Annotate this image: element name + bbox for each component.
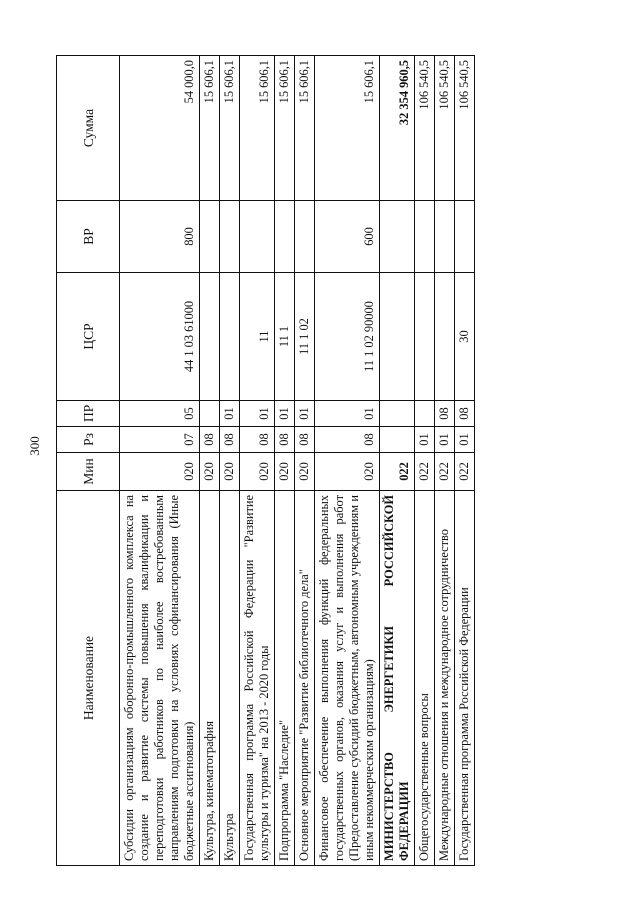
row-vr-cell: [435, 201, 455, 273]
row-csr-cell: [200, 273, 220, 401]
row-sum-cell: 15 606,1: [315, 56, 380, 201]
table-body: [120, 56, 475, 866]
budget-table-rotated: [56, 56, 582, 866]
row-name-cell: Государственная программа Российской Федерации: [455, 491, 475, 866]
row-vr-cell: [220, 201, 240, 273]
table-row: [200, 56, 220, 866]
row-csr-cell: 11: [240, 273, 275, 401]
row-vr-cell: [200, 201, 220, 273]
table-row: [315, 56, 380, 866]
row-pr-cell: [415, 401, 435, 427]
row-pr-cell: 08: [435, 401, 455, 427]
header-pr: ПР: [57, 401, 120, 427]
table-row: [455, 56, 475, 866]
row-sum-cell: 15 606,1: [220, 56, 240, 201]
row-min-cell: 022: [380, 453, 415, 491]
row-name-cell: Культура: [220, 491, 240, 866]
row-pr-cell: [200, 401, 220, 427]
row-vr-cell: 600: [315, 201, 380, 273]
row-rz-cell: 08: [220, 427, 240, 453]
row-min-cell: 022: [415, 453, 435, 491]
header-name: Наименование: [57, 491, 120, 866]
row-pr-cell: 01: [295, 401, 315, 427]
row-csr-cell: 44 1 03 61000: [120, 273, 200, 401]
row-pr-cell: [380, 401, 415, 427]
row-sum-cell: 15 606,1: [275, 56, 295, 201]
row-csr-cell: [415, 273, 435, 401]
table-header: [57, 56, 120, 866]
header-rz: Рз: [57, 427, 120, 453]
row-pr-cell: 08: [455, 401, 475, 427]
header-sum: Сумма: [57, 56, 120, 201]
row-rz-cell: 01: [415, 427, 435, 453]
row-csr-cell: 11 1 02: [295, 273, 315, 401]
row-rz-cell: 01: [435, 427, 455, 453]
row-min-cell: 022: [435, 453, 455, 491]
row-name-cell: Международные отношения и международное сотрудничество: [435, 491, 455, 866]
row-pr-cell: 01: [275, 401, 295, 427]
row-vr-cell: 800: [120, 201, 200, 273]
row-rz-cell: 08: [295, 427, 315, 453]
row-min-cell: 020: [120, 453, 200, 491]
row-csr-cell: 11 1: [275, 273, 295, 401]
row-name-cell: Основное мероприятие "Развитие библиотечного дела": [295, 491, 315, 866]
table-row: [120, 56, 200, 866]
row-name-cell: Финансовое обеспечение выполнения функций федеральных государственных органов, оказания услуг и выполнения работ (Предоставление субсидий бюджетным, автономным учреждениям и иным некоммерческим организациям): [315, 491, 380, 866]
row-name-cell: МИНИСТЕРСТВО ЭНЕРГЕТИКИ РОССИЙСКОЙ ФЕДЕРАЦИИ: [380, 491, 415, 866]
row-pr-cell: 01: [220, 401, 240, 427]
row-min-cell: 022: [455, 453, 475, 491]
table-row: [240, 56, 275, 866]
row-sum-cell: 106 540,5: [435, 56, 455, 201]
row-name-cell: Культура, кинематография: [200, 491, 220, 866]
row-sum-cell: 15 606,1: [240, 56, 275, 201]
table-row: [220, 56, 240, 866]
row-min-cell: 020: [200, 453, 220, 491]
header-csr: ЦСР: [57, 273, 120, 401]
row-csr-cell: 11 1 02 90000: [315, 273, 380, 401]
page-number: 300: [27, 436, 42, 456]
row-pr-cell: 01: [315, 401, 380, 427]
row-rz-cell: [380, 427, 415, 453]
row-vr-cell: [275, 201, 295, 273]
row-sum-cell: 15 606,1: [295, 56, 315, 201]
row-vr-cell: [380, 201, 415, 273]
row-pr-cell: 01: [240, 401, 275, 427]
row-sum-cell: 54 000,0: [120, 56, 200, 201]
table-row: [415, 56, 435, 866]
row-csr-cell: 30: [455, 273, 475, 401]
row-min-cell: 020: [275, 453, 295, 491]
table-row: [295, 56, 315, 866]
header-min: Мин: [57, 453, 120, 491]
row-sum-cell: 32 354 960,5: [380, 56, 415, 201]
table-row: [435, 56, 455, 866]
table-row: [380, 56, 415, 866]
header-vr: ВР: [57, 201, 120, 273]
row-rz-cell: 08: [200, 427, 220, 453]
table-row: [275, 56, 295, 866]
row-min-cell: 020: [220, 453, 240, 491]
row-vr-cell: [240, 201, 275, 273]
row-name-cell: Субсидии организациям оборонно-промышленного комплекса на создание и развитие системы повышения квалификации и переподготовки работников по наиболее востребованным направлениям подготовки на условиях софинансирования (Иные бюджетные ассигнования): [120, 491, 200, 866]
row-rz-cell: 07: [120, 427, 200, 453]
row-min-cell: 020: [315, 453, 380, 491]
row-rz-cell: 08: [275, 427, 295, 453]
row-name-cell: Общегосударственные вопросы: [415, 491, 435, 866]
row-name-cell: Государственная программа Российской Федерации "Развитие культуры и туризма" на 2013 - 2020 годы: [240, 491, 275, 866]
row-rz-cell: 01: [455, 427, 475, 453]
row-min-cell: 020: [240, 453, 275, 491]
row-csr-cell: [220, 273, 240, 401]
row-sum-cell: 106 540,5: [455, 56, 475, 201]
row-vr-cell: [455, 201, 475, 273]
row-csr-cell: [380, 273, 415, 401]
row-csr-cell: [435, 273, 455, 401]
row-vr-cell: [295, 201, 315, 273]
row-sum-cell: 106 540,5: [415, 56, 435, 201]
row-rz-cell: 08: [315, 427, 380, 453]
row-rz-cell: 08: [240, 427, 275, 453]
row-vr-cell: [415, 201, 435, 273]
row-pr-cell: 05: [120, 401, 200, 427]
budget-table: [56, 55, 475, 866]
row-sum-cell: 15 606,1: [200, 56, 220, 201]
row-name-cell: Подпрограмма "Наследие": [275, 491, 295, 866]
row-min-cell: 020: [295, 453, 315, 491]
